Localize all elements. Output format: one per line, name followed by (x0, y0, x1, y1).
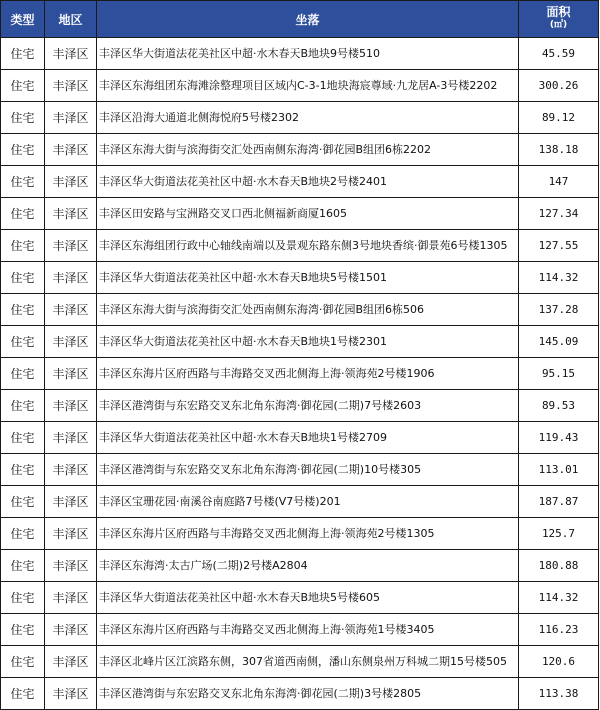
cell-address: 丰泽区东海组团行政中心轴线南端以及景观东路东侧3号地块香缤·御景苑6号楼1305 (97, 230, 519, 262)
cell-district: 丰泽区 (45, 454, 97, 486)
cell-address: 丰泽区北峰片区江滨路东侧，307省道西南侧，潘山东侧泉州万科城二期15号楼505 (97, 646, 519, 678)
cell-district: 丰泽区 (45, 166, 97, 198)
cell-area: 119.43 (519, 422, 599, 454)
cell-type: 住宅 (1, 230, 45, 262)
header-area-unit: (㎡) (549, 20, 568, 30)
header-address: 坐落 (97, 1, 519, 38)
cell-address: 丰泽区华大街道法花美社区中超·水木春天B地块1号楼2301 (97, 326, 519, 358)
cell-district: 丰泽区 (45, 326, 97, 358)
table-row (1, 70, 599, 102)
cell-address: 丰泽区港湾街与东宏路交叉东北角东海湾·御花园(二期)3号楼2805 (97, 678, 519, 710)
cell-area: 45.59 (519, 38, 599, 70)
cell-area: 137.28 (519, 294, 599, 326)
cell-area: 187.87 (519, 486, 599, 518)
table-body (1, 38, 599, 710)
cell-district: 丰泽区 (45, 646, 97, 678)
cell-district: 丰泽区 (45, 294, 97, 326)
table-row (1, 678, 599, 710)
cell-address: 丰泽区华大街道法花美社区中超·水木春天B地块5号楼605 (97, 582, 519, 614)
cell-area: 113.38 (519, 678, 599, 710)
cell-type: 住宅 (1, 390, 45, 422)
table-row (1, 198, 599, 230)
cell-district: 丰泽区 (45, 102, 97, 134)
header-type: 类型 (1, 1, 45, 38)
table-row (1, 646, 599, 678)
cell-area: 95.15 (519, 358, 599, 390)
table-row (1, 326, 599, 358)
cell-address: 丰泽区沿海大通道北侧海悦府5号楼2302 (97, 102, 519, 134)
cell-area: 300.26 (519, 70, 599, 102)
cell-district: 丰泽区 (45, 550, 97, 582)
cell-district: 丰泽区 (45, 38, 97, 70)
table-row (1, 262, 599, 294)
table-row (1, 422, 599, 454)
cell-address: 丰泽区东海湾·太古广场(二期)2号楼A2804 (97, 550, 519, 582)
cell-address: 丰泽区华大街道法花美社区中超·水木春天B地块9号楼510 (97, 38, 519, 70)
table-row (1, 582, 599, 614)
cell-area: 127.55 (519, 230, 599, 262)
cell-district: 丰泽区 (45, 262, 97, 294)
cell-type: 住宅 (1, 134, 45, 166)
table-row (1, 486, 599, 518)
cell-address: 丰泽区东海片区府西路与丰海路交叉西北侧海上海·领海苑2号楼1305 (97, 518, 519, 550)
cell-area: 89.53 (519, 390, 599, 422)
cell-address: 丰泽区华大街道法花美社区中超·水木春天B地块2号楼2401 (97, 166, 519, 198)
cell-type: 住宅 (1, 614, 45, 646)
cell-district: 丰泽区 (45, 582, 97, 614)
table-row (1, 550, 599, 582)
cell-type: 住宅 (1, 262, 45, 294)
cell-area: 125.7 (519, 518, 599, 550)
cell-area: 120.6 (519, 646, 599, 678)
header-area (519, 1, 599, 38)
header-row (1, 1, 599, 38)
cell-district: 丰泽区 (45, 518, 97, 550)
cell-address: 丰泽区宝珊花园·南溪谷南庭路7号楼(V7号楼)201 (97, 486, 519, 518)
table-row (1, 38, 599, 70)
cell-address: 丰泽区华大街道法花美社区中超·水木春天B地块5号楼1501 (97, 262, 519, 294)
cell-type: 住宅 (1, 454, 45, 486)
table-row (1, 294, 599, 326)
cell-district: 丰泽区 (45, 422, 97, 454)
table-row (1, 454, 599, 486)
cell-area: 113.01 (519, 454, 599, 486)
cell-type: 住宅 (1, 550, 45, 582)
table-row (1, 134, 599, 166)
cell-address: 丰泽区东海大街与滨海街交汇处西南侧东海湾·御花园B组团6栋2202 (97, 134, 519, 166)
cell-area: 114.32 (519, 582, 599, 614)
cell-district: 丰泽区 (45, 230, 97, 262)
cell-address: 丰泽区港湾街与东宏路交叉东北角东海湾·御花园(二期)7号楼2603 (97, 390, 519, 422)
header-district: 地区 (45, 1, 97, 38)
cell-area: 180.88 (519, 550, 599, 582)
cell-address: 丰泽区港湾街与东宏路交叉东北角东海湾·御花园(二期)10号楼305 (97, 454, 519, 486)
cell-district: 丰泽区 (45, 614, 97, 646)
cell-address: 丰泽区华大街道法花美社区中超·水木春天B地块1号楼2709 (97, 422, 519, 454)
cell-type: 住宅 (1, 166, 45, 198)
cell-area: 116.23 (519, 614, 599, 646)
cell-address: 丰泽区东海片区府西路与丰海路交叉西北侧海上海·领海苑2号楼1906 (97, 358, 519, 390)
cell-district: 丰泽区 (45, 678, 97, 710)
cell-type: 住宅 (1, 198, 45, 230)
cell-type: 住宅 (1, 294, 45, 326)
cell-address: 丰泽区田安路与宝洲路交叉口西北侧福新商厦1605 (97, 198, 519, 230)
table-row (1, 166, 599, 198)
cell-type: 住宅 (1, 646, 45, 678)
table-row (1, 102, 599, 134)
cell-type: 住宅 (1, 326, 45, 358)
cell-area: 138.18 (519, 134, 599, 166)
table-row (1, 518, 599, 550)
cell-area: 127.34 (519, 198, 599, 230)
cell-type: 住宅 (1, 486, 45, 518)
cell-area: 147 (519, 166, 599, 198)
cell-address: 丰泽区东海大街与滨海街交汇处西南侧东海湾·御花园B组团6栋506 (97, 294, 519, 326)
cell-type: 住宅 (1, 358, 45, 390)
cell-type: 住宅 (1, 678, 45, 710)
cell-area: 114.32 (519, 262, 599, 294)
cell-address: 丰泽区东海片区府西路与丰海路交叉西北侧海上海·领海苑1号楼3405 (97, 614, 519, 646)
cell-type: 住宅 (1, 518, 45, 550)
cell-type: 住宅 (1, 582, 45, 614)
cell-area: 89.12 (519, 102, 599, 134)
table-row (1, 390, 599, 422)
cell-district: 丰泽区 (45, 198, 97, 230)
cell-district: 丰泽区 (45, 134, 97, 166)
cell-district: 丰泽区 (45, 390, 97, 422)
cell-type: 住宅 (1, 38, 45, 70)
cell-type: 住宅 (1, 422, 45, 454)
cell-district: 丰泽区 (45, 486, 97, 518)
table-row (1, 614, 599, 646)
cell-area: 145.09 (519, 326, 599, 358)
table-row (1, 230, 599, 262)
cell-district: 丰泽区 (45, 358, 97, 390)
header-area-label: 面积 (546, 5, 571, 19)
table-row (1, 358, 599, 390)
cell-type: 住宅 (1, 70, 45, 102)
cell-address: 丰泽区东海组团东海滩涂整理项目区域内C-3-1地块海宸尊域·九龙居A-3号楼2202 (97, 70, 519, 102)
cell-district: 丰泽区 (45, 70, 97, 102)
cell-type: 住宅 (1, 102, 45, 134)
